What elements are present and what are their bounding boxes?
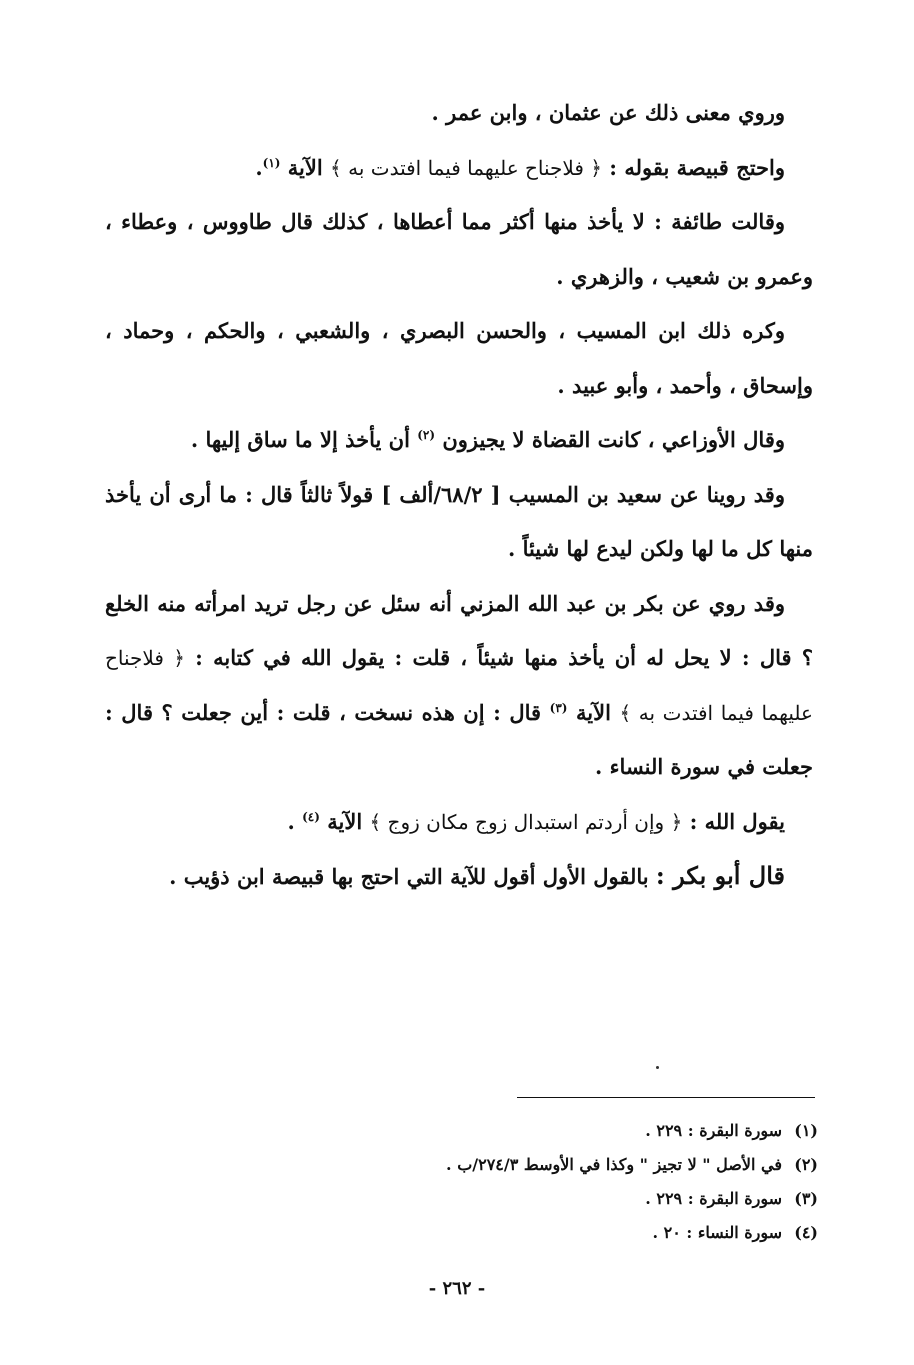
footnote-number: (١) xyxy=(794,1121,818,1140)
quran-quote: ﴿ فلاجناح عليهما فيما افتدت به ﴾ xyxy=(330,155,602,180)
paragraph-2: واحتج قبيصة بقوله : ﴿ فلاجناح عليهما فيما افتدت به ﴾ الآية $^{(١)}$. xyxy=(255,154,785,180)
footnote-3: (٣)سورة البقرة : ٢٢٩ . xyxy=(318,1182,818,1216)
main-text xyxy=(105,86,813,905)
footnote-ref[interactable]: (٣) xyxy=(549,700,568,715)
footnote-ref[interactable]: (٤) xyxy=(302,809,320,824)
paragraph-7: وقد روي عن بكر بن عبد الله المزني أنه سئل عن رجل تريد امرأته منه الخلع ؟ قال : لا يحل له أن يأخذ منها شيئاً ، قلت : يقول الله في كتابه : ﴿ فلاجناح عليهما فيما افتدت به ﴾ الآية $^{(٣)}$ قال : إن هذه نسخت ، قلت : أين جعلت ؟ قال : جعلت في سورة النساء . xyxy=(105,590,813,779)
footnote-number: (٢) xyxy=(794,1155,818,1174)
footnote-ref[interactable]: (٢) xyxy=(417,428,436,442)
quran-quote: ﴿ فلاجناح عليهما فيما افتدت به ﴾ xyxy=(105,646,813,725)
paragraph-6: وقد روينا عن سعيد بن المسيب [ ٦٨/٢/ألف ] قولاً ثالثاً قال : ما أرى أن يأخذ منها كل ما لها ولكن ليدع لها شيئاً . xyxy=(105,481,813,561)
footnote-4: (٤)سورة النساء : ٢٠ . xyxy=(318,1216,818,1250)
quran-quote: ﴿ وإن أردتم استبدال زوج مكان زوج ﴾ xyxy=(369,809,683,834)
paragraph-1: وروي معنى ذلك عن عثمان ، وابن عمر . xyxy=(431,100,785,125)
paragraph-9: قال أبو بكر : بالقول الأول أقول للآية التي احتج بها قبيصة ابن ذؤيب . xyxy=(169,861,785,890)
footnote-number: (٣) xyxy=(794,1189,818,1208)
paragraph-5: وقال الأوزاعي ، كانت القضاة لا يجيزون $^{(٢)}$ أن يأخذ إلا ما ساق إليها . xyxy=(190,427,785,452)
paragraph-4: وكره ذلك ابن المسيب ، والحسن البصري ، والشعبي ، والحكم ، وحماد ، وإسحاق ، وأحمد ، وأبو عبيد . xyxy=(105,318,813,398)
footnote-separator xyxy=(517,1097,815,1098)
footnote-2: (٢)في الأصل " لا تجيز " وكذا في الأوسط ٢٧٤/٣/ب . xyxy=(318,1148,818,1182)
footnote-number: (٤) xyxy=(794,1223,818,1242)
footnote-ref[interactable]: (١) xyxy=(262,155,281,170)
footnotes xyxy=(318,1114,818,1250)
footnote-1: (١)سورة البقرة : ٢٢٩ . xyxy=(318,1114,818,1148)
page-number: - ٢٦٢ - xyxy=(428,1278,486,1299)
paragraph-3: وقالت طائفة : لا يأخذ منها أكثر مما أعطاها ، كذلك قال طاووس ، وعطاء ، وعمرو بن شعيب ، والزهري . xyxy=(105,209,813,289)
ink-dot xyxy=(656,1066,659,1069)
paragraph-8: يقول الله : ﴿ وإن أردتم استبدال زوج مكان زوج ﴾ الآية $^{(٤)}$ . xyxy=(287,808,785,834)
speaker-label: قال أبو بكر : xyxy=(655,861,785,890)
